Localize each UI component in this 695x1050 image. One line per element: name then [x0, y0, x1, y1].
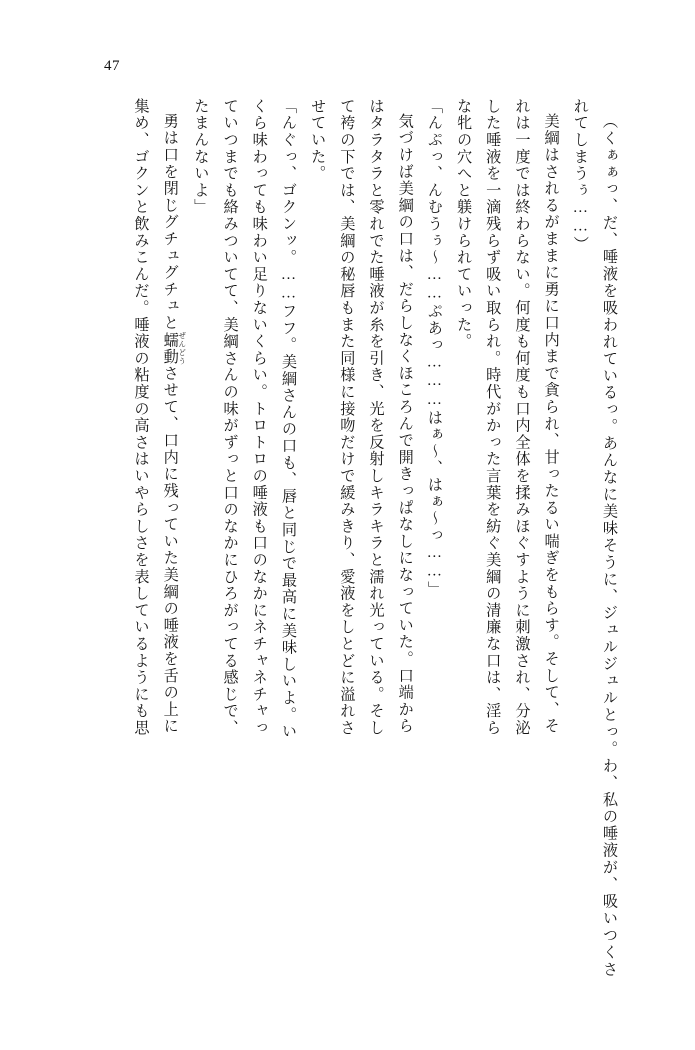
paragraph: て袴の下では、美綱の秘唇もまた同様に接吻だけで緩みきり、愛液をしとどに溢れさ [338, 98, 356, 737]
vertical-body-text [72, 98, 624, 978]
paragraph: 「んぷっ、んむうぅ〜……ぷあっ………はぁ〜、はぁ〜っ……」 [425, 98, 443, 598]
paragraph: 集め、ゴクンと飲みこんだ。唾液の粘度の高さはいやらしさを表しているようにも思 [132, 98, 150, 737]
furigana: ぜんどう [177, 331, 187, 366]
paragraph: せていた。 [309, 98, 327, 182]
paragraph: たまんないよ」 [192, 98, 210, 216]
paragraph: （くぁぁっ、だ、唾液を吸われているっ。あんなに美味そうに、ジュルジュルとっ。わ、私の唾液が、吸いつくされてしまうぅ……） [571, 98, 618, 978]
ruby-paragraph-text: 勇は口を閉じグチュグチュと蠕動 ぜんどうさせて、口内に残っていた美綱の唾液を舌の上に [161, 113, 187, 735]
paragraph: くら味わっても味わい足りないくらい。トロトロの唾液も口のなかにネチャネチャっ [250, 98, 268, 737]
paragraph-with-ruby [156, 98, 187, 978]
paragraph: 「んぐっ、ゴクンッ。……フフ。美綱さんの口も、唇と同じで最高に美味しいよ。い [279, 98, 297, 740]
paragraph: れは一度では終わらない。何度も何度も口内全体を揉みほぐすように刺激され、分泌 [513, 98, 531, 737]
paragraph: 美綱はされるがままに勇に口内まで貪られ、甘ったるい喘ぎをもらす。そして、そ [542, 113, 560, 735]
paragraph: ていつまでも絡みついてて、美綱さんの味がずっと口のなかにひろがってる感じで、 [221, 98, 239, 737]
ruby-annotation: 蠕動 ぜんどう [161, 331, 187, 366]
paragraph: した唾液を一滴残らず吸い取られ。時代がかった言葉を紡ぐ美綱の清廉な口は、淫ら [484, 98, 502, 737]
page-number: 47 [104, 58, 120, 74]
paragraph: 気づけば美綱の口は、だらしなくほころんで開きっぱなしになっていた。口端から [396, 113, 414, 735]
paragraph: はタラタラと零れでた唾液が糸を引き、光を反射しキラキラと濡れ光っている。そし [367, 98, 385, 737]
paragraph: な牝の穴へと躾けられていった。 [455, 98, 473, 350]
